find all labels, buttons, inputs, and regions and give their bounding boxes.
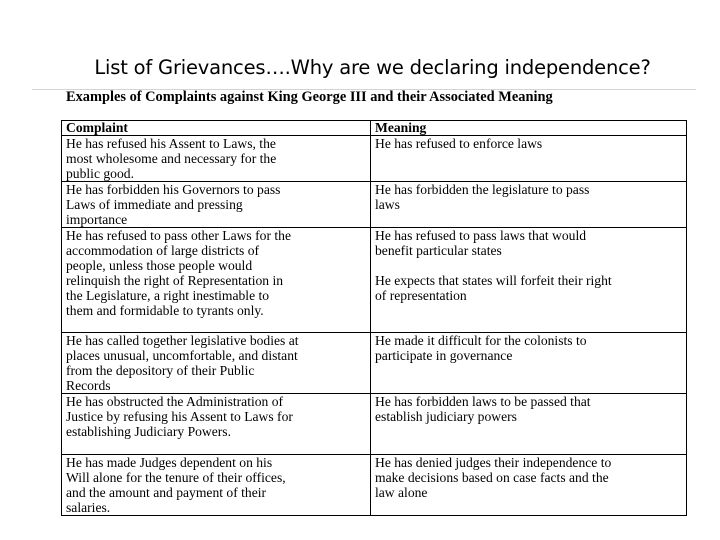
complaint-text: He has refused his Assent to Laws, the most wholesome and necessary for the public good. bbox=[66, 136, 277, 181]
column-header-complaint: Complaint bbox=[62, 121, 371, 136]
meaning-text: He has refused to pass laws that would benefit particular states bbox=[375, 228, 587, 258]
column-header-meaning: Meaning bbox=[371, 121, 687, 136]
grievances-table bbox=[61, 120, 687, 516]
table-row bbox=[62, 455, 687, 516]
complaint-cell bbox=[62, 394, 371, 455]
meaning-text: He has refused to enforce laws bbox=[375, 136, 543, 151]
complaint-cell bbox=[62, 333, 371, 394]
meaning-cell bbox=[371, 182, 687, 228]
meaning-cell bbox=[371, 394, 687, 455]
complaint-text: He has called together legislative bodies at places unusual, uncomfortable, and distant from the depository of their Public Records bbox=[66, 333, 299, 393]
table-row bbox=[62, 136, 687, 182]
meaning-cell bbox=[371, 228, 687, 333]
complaint-cell bbox=[62, 228, 371, 333]
table-row bbox=[62, 394, 687, 455]
meaning-text: He has denied judges their independence to make decisions based on case facts and the law alone bbox=[375, 455, 612, 500]
slide-title: List of Grievances….Why are we declaring independence? bbox=[94, 56, 651, 79]
meaning-text: He made it difficult for the colonists to participate in governance bbox=[375, 333, 587, 363]
meaning-text: He has forbidden laws to be passed that establish judiciary powers bbox=[375, 394, 591, 424]
complaint-text: He has forbidden his Governors to pass Laws of immediate and pressing importance bbox=[66, 182, 281, 227]
meaning-cell bbox=[371, 136, 687, 182]
table-row bbox=[62, 333, 687, 394]
complaint-cell bbox=[62, 182, 371, 228]
complaint-text: He has made Judges dependent on his Will alone for the tenure of their offices, and the amount and payment of their salaries. bbox=[66, 455, 286, 515]
complaint-text: He has obstructed the Administration of Justice by refusing his Assent to Laws for establishing Judiciary Powers. bbox=[66, 394, 293, 439]
complaint-cell bbox=[62, 455, 371, 516]
table-header-row bbox=[62, 121, 687, 136]
table-heading: Examples of Complaints against King George III and their Associated Meaning bbox=[66, 89, 553, 105]
meaning-cell bbox=[371, 333, 687, 394]
table-row bbox=[62, 182, 687, 228]
meaning-text: He has forbidden the legislature to pass laws bbox=[375, 182, 590, 212]
meaning-cell bbox=[371, 455, 687, 516]
table-row bbox=[62, 228, 687, 333]
meaning-text: He expects that states will forfeit their right of representation bbox=[375, 273, 612, 303]
complaint-cell bbox=[62, 136, 371, 182]
complaint-text: He has refused to pass other Laws for the accommodation of large districts of people, unless those people would relinquish the right of Representation in the Legislature, a right inestimable to them and formidable to tyrants only. bbox=[66, 228, 291, 318]
